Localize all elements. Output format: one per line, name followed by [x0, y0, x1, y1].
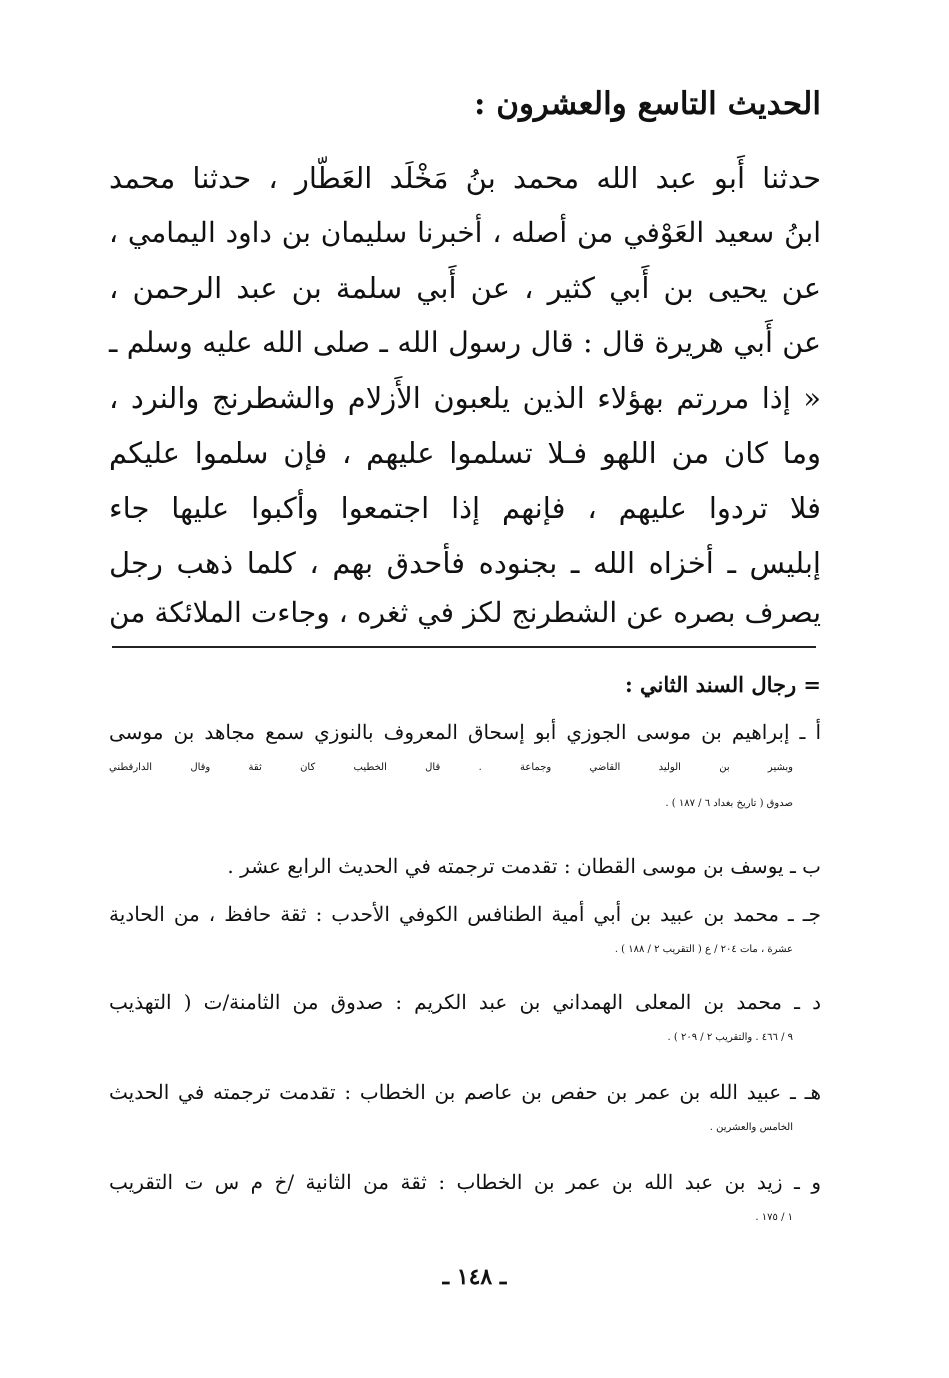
footnote-line: د ـ محمد بن المعلى الهمداني بن عبد الكريم : صدوق من الثامنة/ت ( التهذيب — [109, 990, 821, 1014]
hadith-text-line: عن أَبي هريرة قال : قال رسول الله ـ صلى الله عليه وسلم ـ — [109, 326, 821, 359]
page-number: ـ ١٤٨ ـ — [442, 1264, 507, 1290]
hadith-text-line: عن يحيى بن أَبي كثير ، عن أَبي سلمة بن عبد الرحمن ، — [109, 271, 821, 305]
footnote-line: وبشير بن الوليد القاضي وجماعة . قال الخطيب كان ثقة وقال الدارقطني — [109, 762, 793, 773]
hadith-text-line: ابنُ سعيد العَوْفي من أصله ، أخبرنا سليمان بن داود اليمامي ، — [109, 216, 821, 249]
footnote-line: و ـ زيد بن عبد الله بن عمر بن الخطاب : ثقة من الثانية /خ م س ت التقريب — [109, 1170, 821, 1194]
hadith-text-line: فلا تردوا عليهم ، فإنهم إذا اجتمعوا وأكبوا عليها جاء — [109, 491, 821, 525]
footnote-item-c — [109, 896, 821, 968]
hadith-text-line: إبليس ـ أخزاه الله ـ بجنوده فأحدق بهم ، كلما ذهب رجل — [109, 546, 821, 580]
footnote-line: هـ ـ عبيد الله بن عمر بن حفص بن عاصم بن الخطاب : تقدمت ترجمته في الحديث — [109, 1080, 821, 1104]
footnote-line: أ ـ إبراهيم بن موسى الجوزي أبو إسحاق المعروف بالنوزي سمع مجاهد بن موسى — [109, 720, 822, 744]
footnote-line: ب ـ يوسف بن موسى القطان : تقدمت ترجمته في الحديث الرابع عشر . — [227, 854, 821, 878]
hadith-text-line: « إذا مررتم بهؤلاء الذين يلعبون الأَزلام والشطرنج والنرد ، — [109, 381, 821, 415]
footnote-line: عشرة ، مات ٢٠٤ / ع ( التقريب ٢ / ١٨٨ ) . — [614, 944, 793, 955]
hadith-text-line: وما كان من اللهو فـلا تسلموا عليهم ، فإن سلموا عليكم — [109, 436, 821, 470]
footnote-line: الخامس والعشرين . — [709, 1122, 793, 1133]
hadith-text-line: حدثنا أَبو عبد الله محمد بنُ مَخْلَد العَطّار ، حدثنا محمد — [109, 161, 821, 195]
footnotes-heading: = رجال السند الثاني : — [624, 672, 821, 697]
footnote-item-a — [109, 714, 821, 822]
footnote-item-w — [109, 1164, 821, 1236]
hadith-heading: الحديث التاسع والعشرون : — [473, 86, 821, 122]
footnote-line: صدوق ( تاريخ بغداد ٦ / ١٨٧ ) . — [665, 798, 793, 809]
hadith-text-line: يصرف بصره عن الشطرنج لكز في ثغره ، وجاءت الملائكة من — [109, 596, 821, 629]
footnote-divider — [112, 646, 816, 648]
footnote-line: جـ ـ محمد بن عبيد بن أبي أمية الطنافس الكوفي الأحدب : ثقة حافظ ، من الحادية — [109, 902, 821, 926]
footnote-item-h — [109, 1074, 821, 1146]
footnote-item-d — [109, 984, 821, 1056]
footnote-item-b — [109, 848, 821, 884]
footnote-line: ١ / ١٧٥ . — [755, 1212, 793, 1223]
footnote-line: ٩ / ٤٦٦ . والتقريب ٢ / ٢٠٩ ) . — [667, 1032, 793, 1043]
